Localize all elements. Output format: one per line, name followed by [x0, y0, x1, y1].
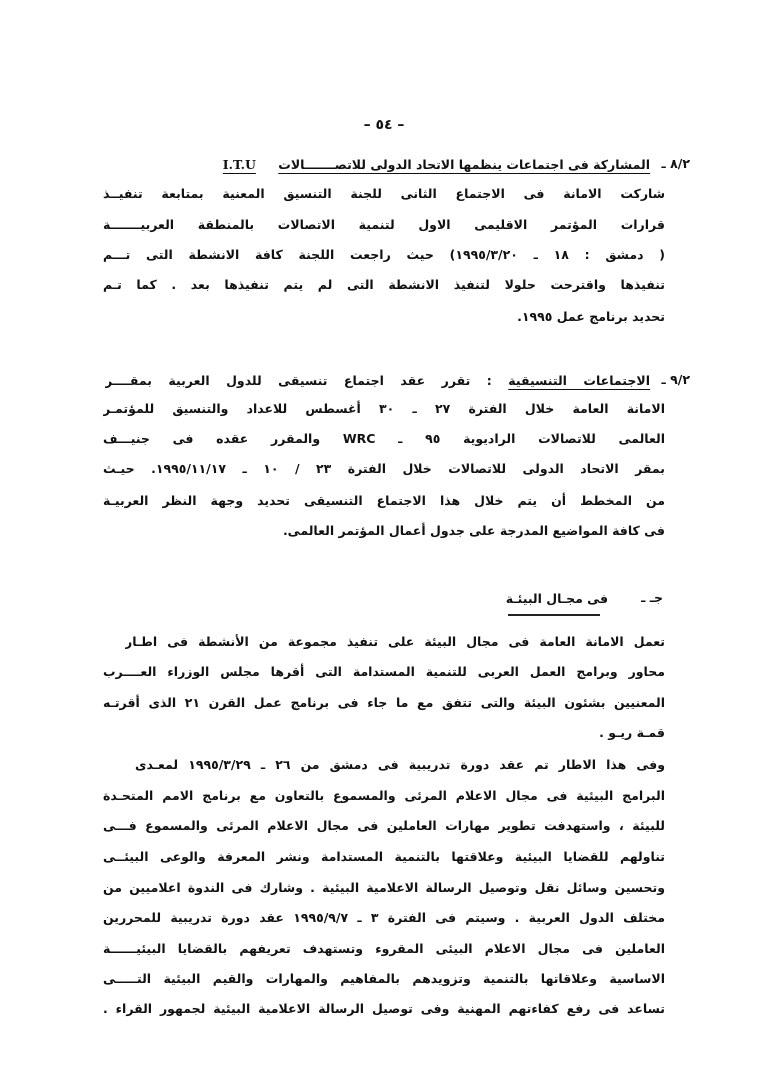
paragraph-line: قرارات المؤتمر الاقليمى الاول لتنمية الاتصالات بالمنطقة العربيـــــــة — [103, 217, 665, 232]
paragraph-line: الامانة العامة خلال الفترة ٢٧ ـ ٣٠ أغسطس للاعداد والتنسيق للمؤتمـر — [103, 401, 665, 416]
section-8-2-abbr: I.T.U — [222, 157, 256, 172]
paragraph-line: ( دمشق : ١٨ ـ ١٩٩٥/٣/٢٠) حيث راجعت اللجنة كافة الانشطة التى تـــم — [103, 247, 665, 262]
section-8-2-title — [223, 156, 650, 174]
section-9-2-heading — [105, 372, 650, 390]
paragraph-line: مختلف الدول العربية . وسيتم فى الفترة ٣ ـ ١٩٩٥/٩/٧ عقد دورة تدريبية للمحررين — [103, 910, 665, 925]
section-8-2-title-text: المشاركة فى اجتماعات ينظمها الاتحاد الدولى للاتصـــــــالات — [278, 157, 650, 172]
title-underline — [508, 614, 600, 616]
paragraph-line: من المخطط أن يتم خلال هذا الاجتماع التنسيقى تحديد وجهة النظر العربيـة — [103, 493, 665, 508]
paragraph-line: محاور وبرامج العمل العربى للتنمية المستدامة التى أقرها مجلس الوزراء العــــرب — [103, 664, 665, 679]
paragraph-line: تنفيذها واقترحت حلولا لتنفيذ الانشطة التى لم يتم تنفيذها بعد . كما تـم — [103, 277, 665, 292]
paragraph-line: المعنيين بشئون البيئة والتى تتفق مع ما جاء فى برنامج عمل القرن ٢١ الذى أقرتـه — [103, 695, 665, 710]
section-9-2-title-rest: : تقرر عقد اجتماع تنسيقى للدول العربية بمقــــر — [105, 373, 492, 388]
section-c-title: فى مجـال البيئـة — [505, 591, 608, 606]
paragraph-line: العالمى للاتصالات الراديوية ٩٥ ـ WRC والمقرر عقده فى جنيـــف — [103, 431, 665, 446]
paragraph-line: قمـة ريـو . — [599, 725, 665, 740]
section-9-2-number: ٩/٢ ـ — [661, 372, 690, 387]
paragraph-line: بمقر الاتحاد الدولى للاتصالات خلال الفترة ٢٣ / ١٠ ـ ١٩٩٥/١١/١٧. حيـث — [103, 461, 665, 476]
paragraph-line: وفى هذا الاطار تم عقد دورة تدريبية فى دمشق من ٢٦ ـ ١٩٩٥/٣/٢٩ لمعـدى — [135, 757, 665, 772]
paragraph-line: تناولهم للقضايا البيئية وعلاقتها بالتنمية المستدامة ونشر المعرفة والوعى البيئــى — [103, 849, 665, 864]
paragraph-line: فى كافة المواضيع المدرجة على جدول أعمال المؤتمر العالمى. — [282, 523, 665, 538]
paragraph-line: تساعد فى رفع كفاءتهم المهنية وفى توصيل الرسالة الاعلامية البيئية لجمهور القراء . — [103, 1001, 665, 1016]
paragraph-line: الاساسية وعلاقاتها بالتنمية وتزويدهم بالمفاهيم والمهارات والقيم البيئية التـــــى — [103, 971, 665, 986]
paragraph-line: تحديد برنامج عمل ١٩٩٥. — [517, 309, 665, 324]
paragraph-line: للبيئة ، واستهدفت تطوير مهارات العاملين فى مجال الاعلام المرئى والمسموع فـــى — [103, 818, 665, 833]
section-8-2-number: ٨/٢ ـ — [661, 156, 690, 171]
paragraph-line: وتحسين وسائل نقل وتوصيل الرسالة الاعلامية البيئية . وشارك فى الندوة اعلاميين من — [103, 880, 665, 895]
page-number: – ٥٤ – — [363, 117, 405, 133]
section-9-2-title: الاجتماعات التنسيقية — [508, 373, 650, 388]
paragraph-line: البرامج البيئية فى مجال الاعلام المرئى والمسموع بالتعاون مع برنامج الامم المتحـدة — [103, 788, 665, 803]
paragraph-line: العاملين فى مجال الاعلام البيئى المقروء وتستهدف تعريفهم بالقضايا البيئيــــــة — [103, 941, 665, 956]
paragraph-line: تعمل الامانة العامة فى مجال البيئة على تنفيذ مجموعة من الأنشطة فى اطـار — [125, 634, 665, 649]
section-c-letter: جـ ـ — [641, 590, 663, 605]
paragraph-line: شاركت الامانة فى الاجتماع الثانى للجنة التنسيق المعنية بمتابعة تنفيــذ — [103, 186, 665, 201]
